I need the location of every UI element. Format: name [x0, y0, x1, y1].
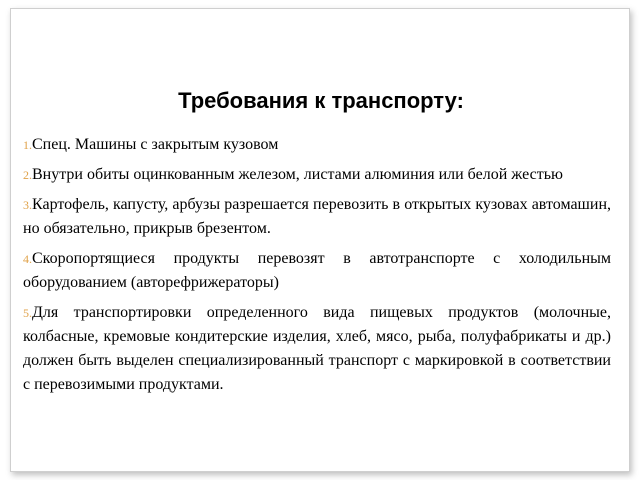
list-item-number: 3. — [23, 198, 32, 212]
list-item-number: 1. — [23, 138, 32, 152]
list-item — [23, 301, 611, 397]
list-item-text: Внутри обиты оцинкованным железом, листами алюминия или белой жестью — [32, 166, 563, 183]
list-item — [23, 133, 611, 157]
list-item-number: 4. — [23, 252, 32, 266]
list-item-text: Скоропортящиеся продукты перевозят в автотранспорте с холодильным оборудованием (авторефрижераторы) — [23, 250, 611, 291]
list-item — [23, 163, 611, 187]
list-item-text: Для транспортировки определенного вида пищевых продуктов (молочные, колбасные, кремовые кондитерские изделия, хлеб, мясо, рыба, полуфабрикаты и др.) должен быть выделен специализированный транспорт с маркировкой в соответствии с перевозимыми продуктами. — [23, 304, 611, 393]
list-item — [23, 193, 611, 241]
list-item-number: 5. — [23, 306, 32, 320]
list-item-number: 2. — [23, 168, 32, 182]
requirements-list — [23, 133, 611, 403]
slide — [10, 8, 630, 472]
slide-title: Требования к транспорту: — [178, 88, 464, 113]
list-item-text: Картофель, капусту, арбузы разрешается перевозить в открытых кузовах автомашин, но обязательно, прикрыв брезентом. — [23, 196, 611, 237]
list-item — [23, 247, 611, 295]
list-item-text: Спец. Машины с закрытым кузовом — [32, 136, 279, 153]
